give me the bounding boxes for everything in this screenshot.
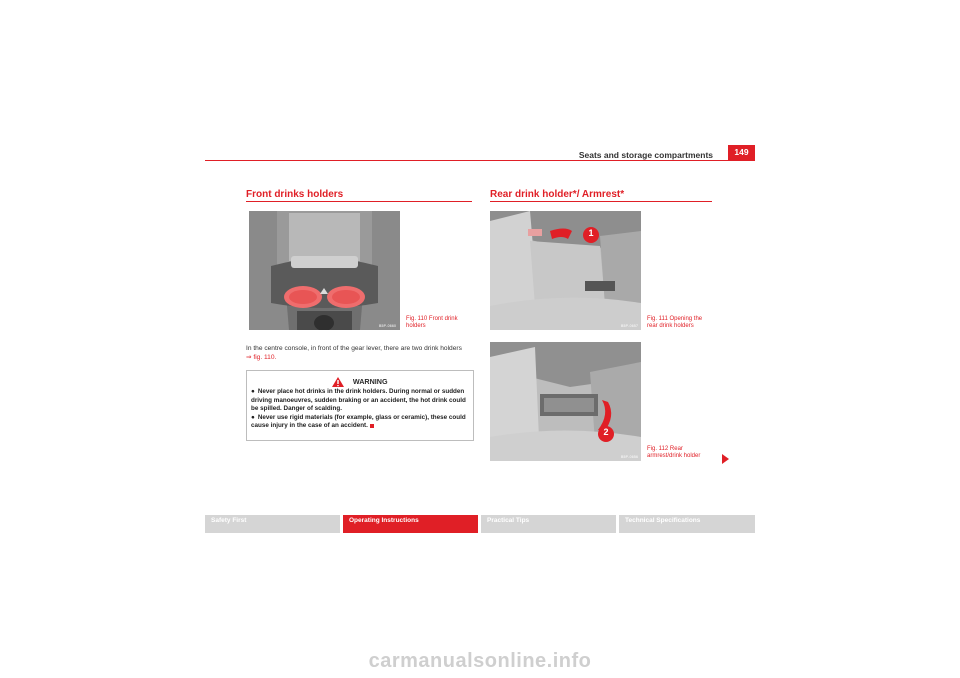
bullet-icon: ● bbox=[251, 388, 255, 395]
section-title-rear-drink: Rear drink holder*/ Armrest* bbox=[490, 189, 625, 200]
next-page-arrow-icon[interactable] bbox=[722, 454, 729, 464]
callout-marker-2: 2 bbox=[603, 427, 609, 437]
body-text: In the centre console, in front of the gear lever, there are two drink holders bbox=[246, 345, 462, 352]
bullet-icon: ● bbox=[251, 413, 255, 421]
warning-item-text: Never use rigid materials (for example, glass or ceramic), these could cause injury in the case of an accident. bbox=[251, 413, 466, 430]
photo-code: B5P-0660 bbox=[379, 324, 397, 328]
photo-code: B5P-0657 bbox=[621, 324, 639, 328]
warning-header bbox=[247, 373, 473, 385]
section-title-front-drinks: Front drinks holders bbox=[246, 189, 344, 200]
section-end-icon bbox=[370, 424, 374, 428]
warning-title: WARNING bbox=[352, 377, 388, 387]
running-header-title: Seats and storage compartments bbox=[578, 150, 713, 160]
footer-tab-technical-specifications[interactable]: Technical Specifications bbox=[619, 515, 755, 533]
rear-armrest-photo bbox=[490, 342, 641, 461]
figure-caption-111 bbox=[647, 316, 702, 330]
page-number: 149 bbox=[728, 145, 755, 160]
fig-caption-line: holders bbox=[406, 323, 426, 329]
footer-tab-operating-instructions[interactable]: Operating Instructions bbox=[343, 515, 478, 533]
header-rule bbox=[205, 160, 755, 161]
warning-item-text: Never place hot drinks in the drink holders. During normal or sudden driving manoeuvres, sudden braking or an accident, the hot drink could be spilled. Danger of scalding. bbox=[251, 388, 466, 413]
fig-caption-line: Fig. 110 Front drink bbox=[406, 316, 458, 322]
footer-tab-practical-tips[interactable]: Practical Tips bbox=[481, 515, 616, 533]
warning-item bbox=[251, 388, 471, 414]
section-rule-left bbox=[246, 201, 472, 202]
fig-caption-line: armrest/drink holder bbox=[647, 453, 701, 459]
figure-caption-112 bbox=[647, 446, 700, 460]
warning-box bbox=[246, 370, 474, 441]
rear-drink-holder-photo bbox=[490, 211, 641, 330]
fig-caption-line: rear drink holders bbox=[647, 323, 694, 329]
body-paragraph bbox=[246, 344, 476, 362]
figure-caption-110 bbox=[406, 316, 458, 330]
watermark: carmanualsonline.info bbox=[368, 650, 592, 672]
section-rule-right bbox=[490, 201, 712, 202]
fig-caption-line: Fig. 111 Opening the bbox=[647, 316, 703, 322]
warning-item bbox=[251, 414, 471, 431]
footer-tab-safety-first[interactable]: Safety First bbox=[205, 515, 340, 533]
fig-caption-line: Fig. 112 Rear bbox=[647, 446, 683, 452]
warning-triangle-icon bbox=[332, 377, 344, 387]
callout-marker-1: 1 bbox=[588, 228, 594, 238]
photo-code: B5P-0656 bbox=[621, 455, 639, 459]
front-drink-holders-photo bbox=[249, 211, 400, 330]
figure-reference-link[interactable]: ⇒ fig. 110. bbox=[246, 354, 277, 361]
warning-list bbox=[251, 388, 471, 431]
